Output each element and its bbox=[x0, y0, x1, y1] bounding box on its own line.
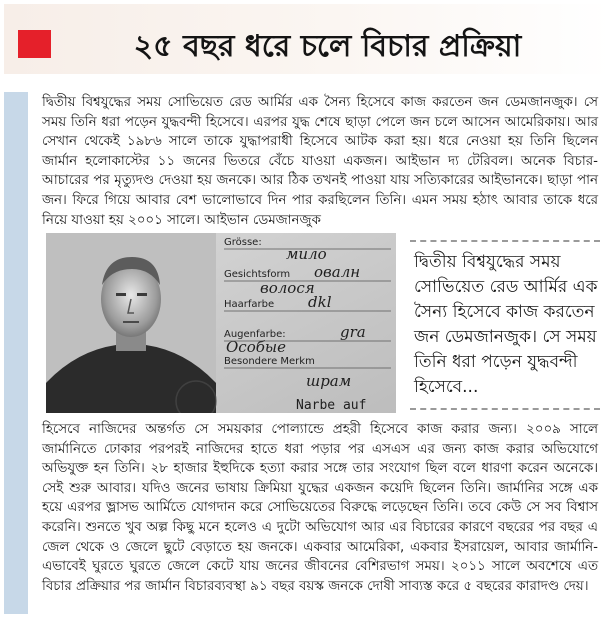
id-document-photo bbox=[46, 233, 396, 413]
handwriting-6: Особые bbox=[226, 338, 286, 356]
article-body bbox=[34, 90, 609, 615]
headline: ২৫ বছর ধরে চলে বিচার প্রক্রিয়া bbox=[133, 29, 522, 64]
field-label-gesichtsform: Gesichtsform bbox=[224, 269, 291, 280]
pullquote-bottom-rule bbox=[410, 408, 600, 410]
side-accent-bar bbox=[4, 92, 28, 614]
handwriting-4: dkl bbox=[308, 293, 332, 311]
field-narbe: Narbe auf bbox=[296, 398, 367, 413]
handwriting-1: мило bbox=[286, 245, 327, 263]
paragraph-2: হিসেবে নাজিদের অন্তর্গত সে সময়কার পোল্যান্ডে প্রহরী হিসেবে কাজ করার জন্য। ২০০৯ সালে জার্মানিতে ঢোকার পরপরই নাজিদের হাতে ধরা পড়ার পর এসএস এর জন্য কাজ করার অভিযোগে অভিযুক্ত হন তিনি। ২৮ হাজার ইহুদিকে হত্যা করার সঙ্গে তার সংযোগ ছিল বলে ধারণা করেন অনেকে। সেই শুরু আবার। যদিও জনের ভাষায় ক্রিমিয়া যুদ্ধের একজন কয়েদি ছিলেন তিনি। জার্মানির সঙ্গে এক হয়ে এরপর ভ্লাসভ আর্মিতে যোগদান করে সোভিয়েতের বিরুদ্ধে লড়েছেন তিনি। তবে কেউ সে সব বিশ্বাস করেনি। শুনতে খুব অল্প কিছু মনে হলেও এ দুটো অভিযোগ আর এর বিচারের কারণে বছরের পর বছর এ জেল থেকে ও জেলে ছুটে বেড়াতে হয় জনকে। একবার আমেরিকা, একবার ইসরায়েল, আবার জার্মানি- এভাবেই ঘুরতে ঘুরতে জেলে কেটে যায় জনের জীবনের বেশিরভাগ সময়। ২০১১ সালে অবশেষে এত বিচার প্রক্রিয়ার পর জার্মান বিচারব্যবস্থা ৯১ বছর বয়স্ক জনকে দোষী সাব্যস্ত করে ৫ বছরের কারাদণ্ড দেয়। bbox=[42, 422, 598, 594]
handwriting-2: овалн bbox=[314, 263, 361, 281]
pull-quote bbox=[410, 240, 600, 410]
field-label-augenfarbe: Augenfarbe: bbox=[224, 329, 286, 340]
paragraph-1: দ্বিতীয় বিশ্বযুদ্ধের সময় সোভিয়েত রেড আর্মির এক সৈন্য হিসেবে কাজ করতেন জন ডেমজানজুক। সে সময় তিনি ধরা পড়েন যুদ্ধবন্দী হিসেবে। এরপর যুদ্ধ শেষে ছাড়া পেলে জন চলে আসেন আমেরিকায়। আর সেখান থেকেই ১৯৮৬ সালে তাকে যুদ্ধাপরাধী হিসেবে আটক করা হয়। ধরে নেওয়া হয় তিনি ছিলেন জার্মান হলোকাস্টের ১১ জনের ভিতরে বেঁচে যাওয়া একজন। আইভান দ্য টেরিবল। অনেক বিচার-আচারের পর মৃত্যুদণ্ড দেওয়া হয় জনকে। আর ঠিক তখনই পাওয়া যায় সত্যিকারের আইভানকে। ছাড়া পান জন। ফিরে গিয়ে আবার বেশ ভালোভাবে দিন পার করছিলেন তিনি। এমন সময় হঠাৎ আবার তাকে ধরে নিয়ে যাওয়া হয় ২০০১ সালে। আইভান ডেমজানজুক bbox=[42, 95, 598, 228]
field-label-haarfarbe: Haarfarbe bbox=[224, 299, 275, 310]
pullquote-top-rule bbox=[410, 240, 600, 242]
handwriting-3: волося bbox=[260, 279, 315, 297]
id-card-image bbox=[46, 233, 396, 413]
field-label-besondere: Besondere Merkm bbox=[224, 356, 315, 367]
handwriting-7: шрам bbox=[306, 372, 352, 390]
pullquote-text: দ্বিতীয় বিশ্বযুদ্ধের সময় সোভিয়েত রেড আর্মির এক সৈন্য হিসেবে কাজ করতেন জন ডেমজানজুক। সে সময় তিনি ধরা পড়েন যুদ্ধবন্দী হিসেবে... bbox=[414, 252, 598, 397]
field-label-groesse: Grösse: bbox=[224, 237, 262, 248]
article-header bbox=[4, 4, 611, 74]
handwriting-5: gra bbox=[340, 323, 366, 341]
